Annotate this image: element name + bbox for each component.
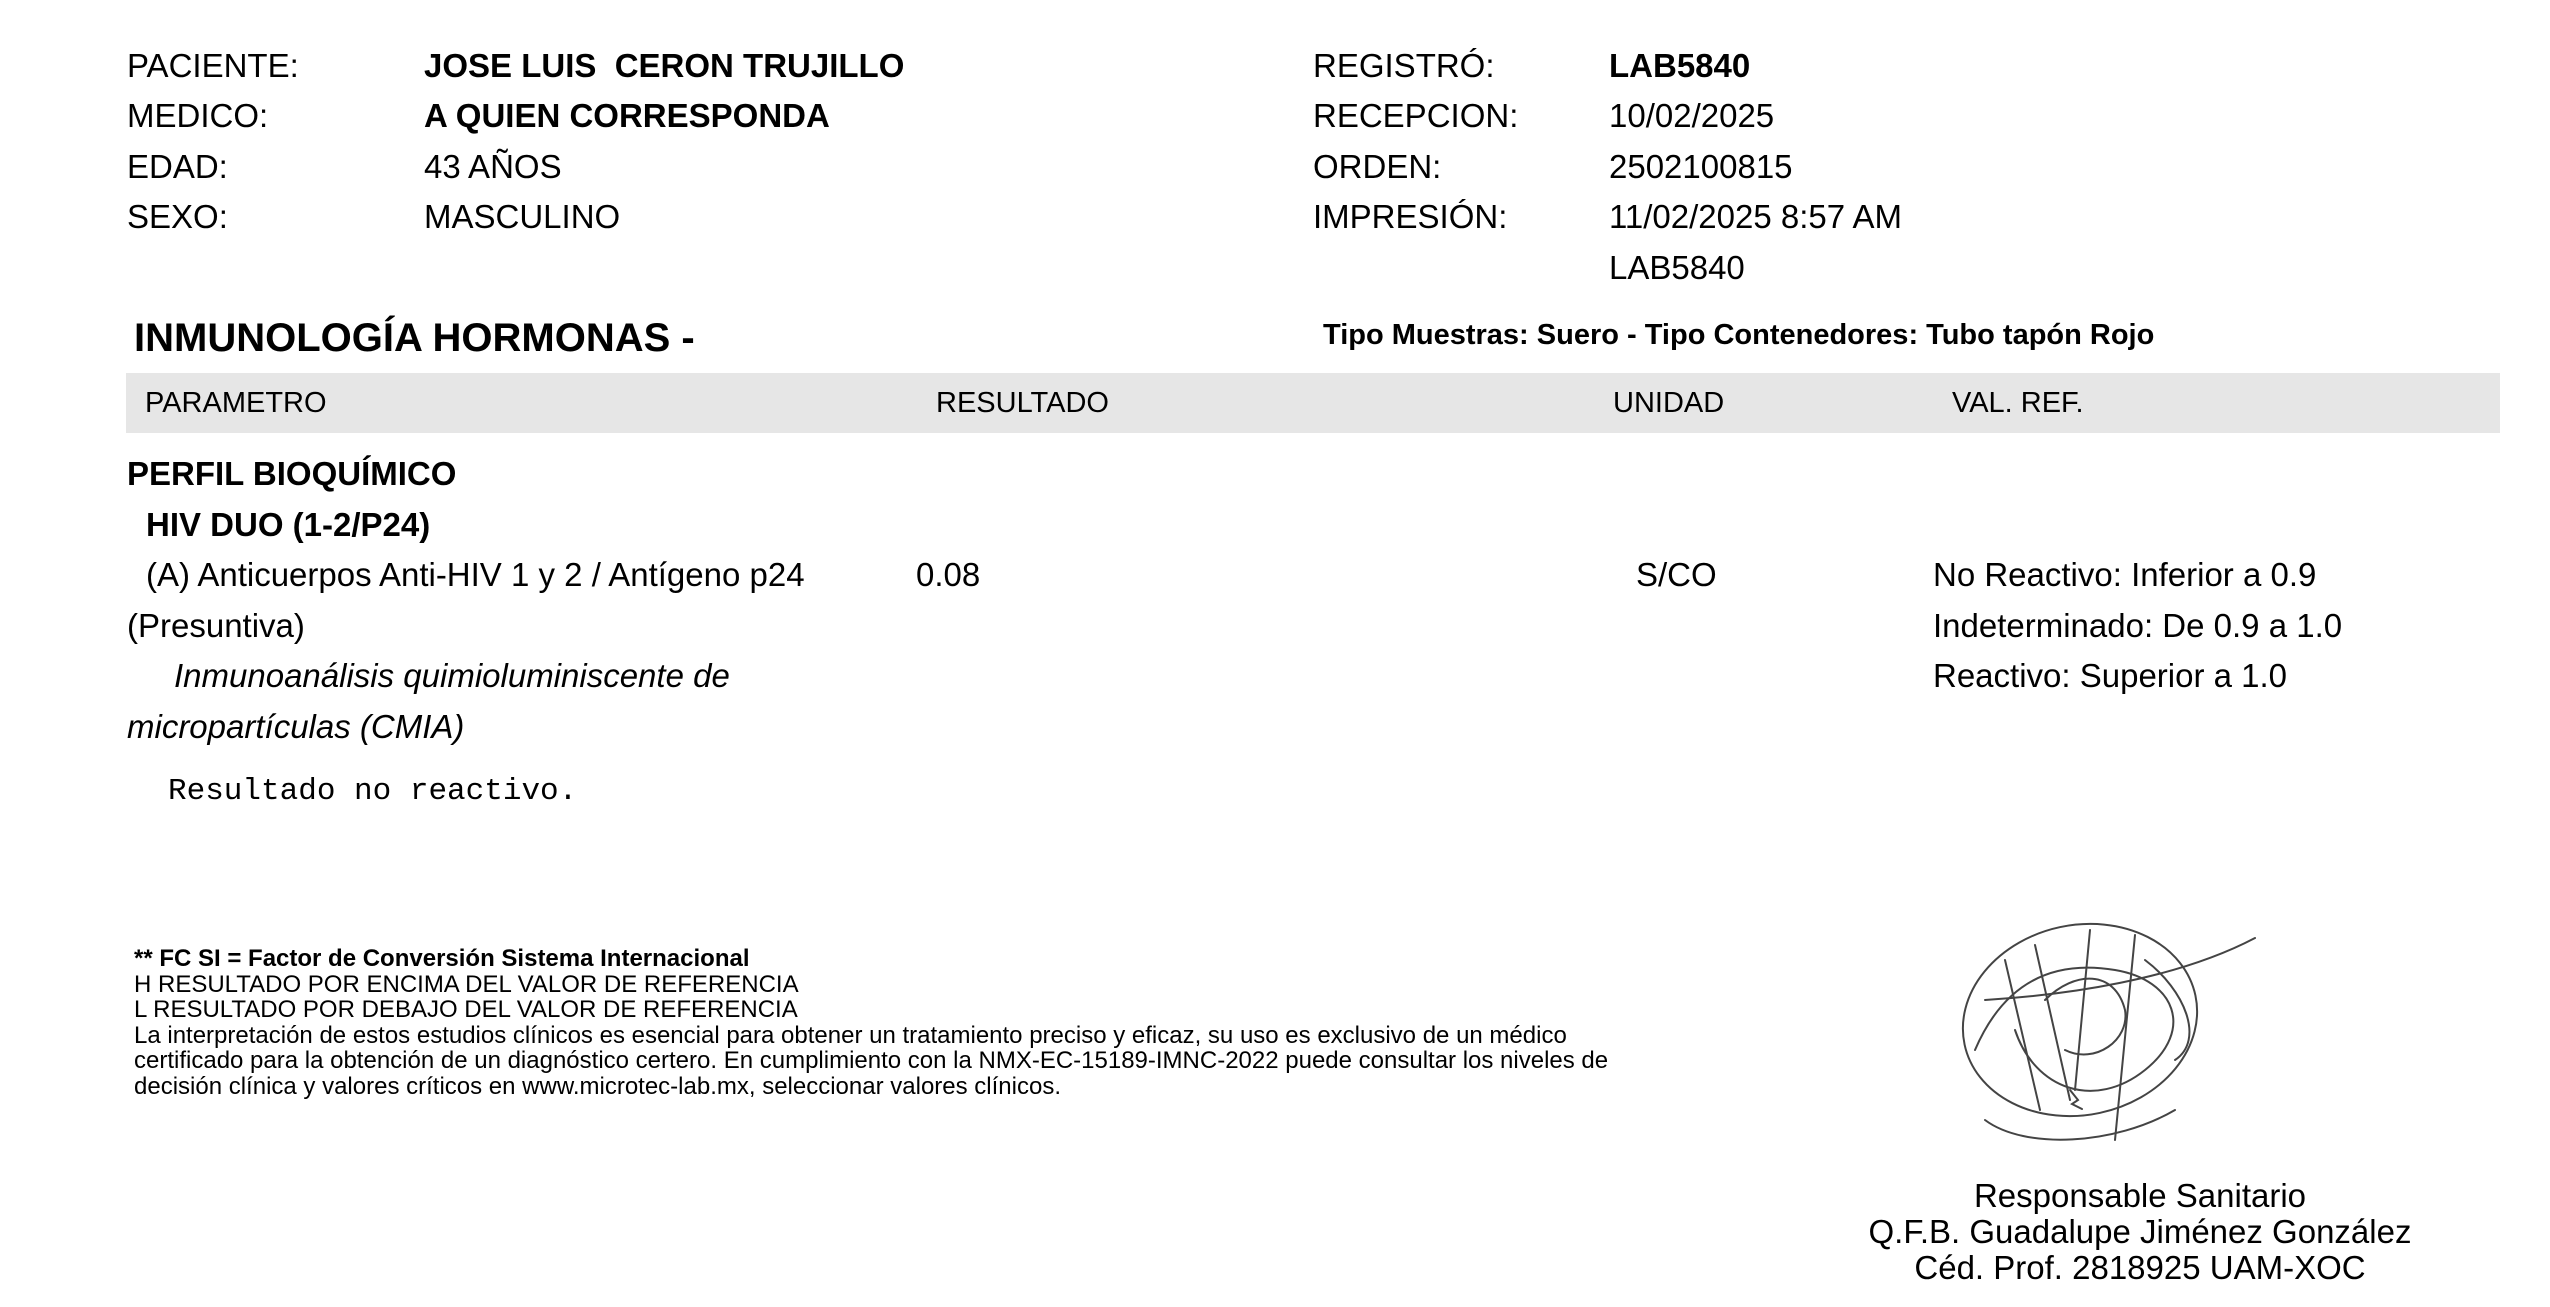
edad-label: EDAD:	[127, 148, 228, 185]
method-line1: Inmunoanálisis quimioluminiscente de	[174, 657, 730, 694]
paciente-value: JOSE LUIS CERON TRUJILLO	[424, 47, 905, 84]
group-title: PERFIL BIOQUÍMICO	[127, 455, 457, 492]
sample-info: Tipo Muestras: Suero - Tipo Contenedores: Tubo tapón Rojo	[1323, 319, 2155, 351]
test-name-line2: (Presuntiva)	[127, 607, 305, 644]
medico-value: A QUIEN CORRESPONDA	[424, 97, 830, 134]
impresion-label: IMPRESIÓN:	[1313, 198, 1508, 235]
ref-value-3: Reactivo: Superior a 1.0	[1933, 657, 2288, 694]
orden-value: 2502100815	[1609, 148, 1793, 185]
recepcion-label: RECEPCION:	[1313, 97, 1519, 134]
method-line2: micropartículas (CMIA)	[127, 708, 465, 745]
ref-value-2: Indeterminado: De 0.9 a 1.0	[1933, 607, 2343, 644]
paciente-label: PACIENTE:	[127, 47, 299, 84]
disclaimer-line3: decisión clínica y valores críticos en www.microtec-lab.mx, seleccionar valores clínicos.	[134, 1072, 1061, 1100]
impresion-by: LAB5840	[1609, 249, 1745, 286]
registro-label: REGISTRÓ:	[1313, 47, 1495, 84]
result-value: 0.08	[916, 556, 981, 593]
header-resultado: RESULTADO	[936, 387, 1109, 419]
footer-notes	[134, 946, 1608, 1099]
signature-image	[1945, 900, 2265, 1150]
orden-label: ORDEN:	[1313, 148, 1442, 185]
edad-value: 43 AÑOS	[424, 148, 562, 185]
ref-value-1: No Reactivo: Inferior a 0.9	[1933, 556, 2317, 593]
medico-label: MEDICO:	[127, 97, 269, 134]
high-note: H RESULTADO POR ENCIMA DEL VALOR DE REFERENCIA	[134, 970, 799, 998]
disclaimer-line2: certificado para la obtención de un diagnóstico certero. En cumplimiento con la NMX-EC-15189-IMNC-2022 puede consultar los niveles de	[134, 1047, 1609, 1074]
disclaimer-line1: La interpretación de estos estudios clínicos es esencial para obtener un tratamiento preciso y eficaz, su uso es exclusivo de un médico	[134, 1021, 1567, 1049]
responsible-block	[1780, 1178, 2500, 1286]
table-header	[126, 373, 2500, 433]
header-unidad: UNIDAD	[1613, 387, 1725, 419]
sexo-value: MASCULINO	[424, 198, 621, 235]
responsible-role: Responsable Sanitario	[1973, 1177, 2307, 1214]
registro-value: LAB5840	[1609, 47, 1751, 84]
section-title: INMUNOLOGÍA HORMONAS -	[134, 316, 695, 360]
header-val-ref: VAL. REF.	[1952, 387, 2084, 419]
impresion-value: 11/02/2025 8:57 AM	[1609, 198, 1902, 235]
header-parametro: PARAMETRO	[145, 387, 327, 419]
fc-si-note: ** FC SI = Factor de Conversión Sistema Internacional	[134, 945, 750, 972]
responsible-name: Q.F.B. Guadalupe Jiménez González	[1868, 1213, 2412, 1250]
test-name-line1: (A) Anticuerpos Anti-HIV 1 y 2 / Antígeno p24	[146, 556, 805, 593]
low-note: L RESULTADO POR DEBAJO DEL VALOR DE REFERENCIA	[134, 996, 798, 1023]
subgroup-title: HIV DUO (1-2/P24)	[146, 506, 431, 543]
unit-value: S/CO	[1636, 556, 1717, 593]
sexo-label: SEXO:	[127, 198, 228, 235]
responsible-cedula: Céd. Prof. 2818925 UAM-XOC	[1914, 1249, 2366, 1286]
recepcion-value: 10/02/2025	[1609, 97, 1775, 134]
result-comment: Resultado no reactivo.	[168, 774, 578, 809]
